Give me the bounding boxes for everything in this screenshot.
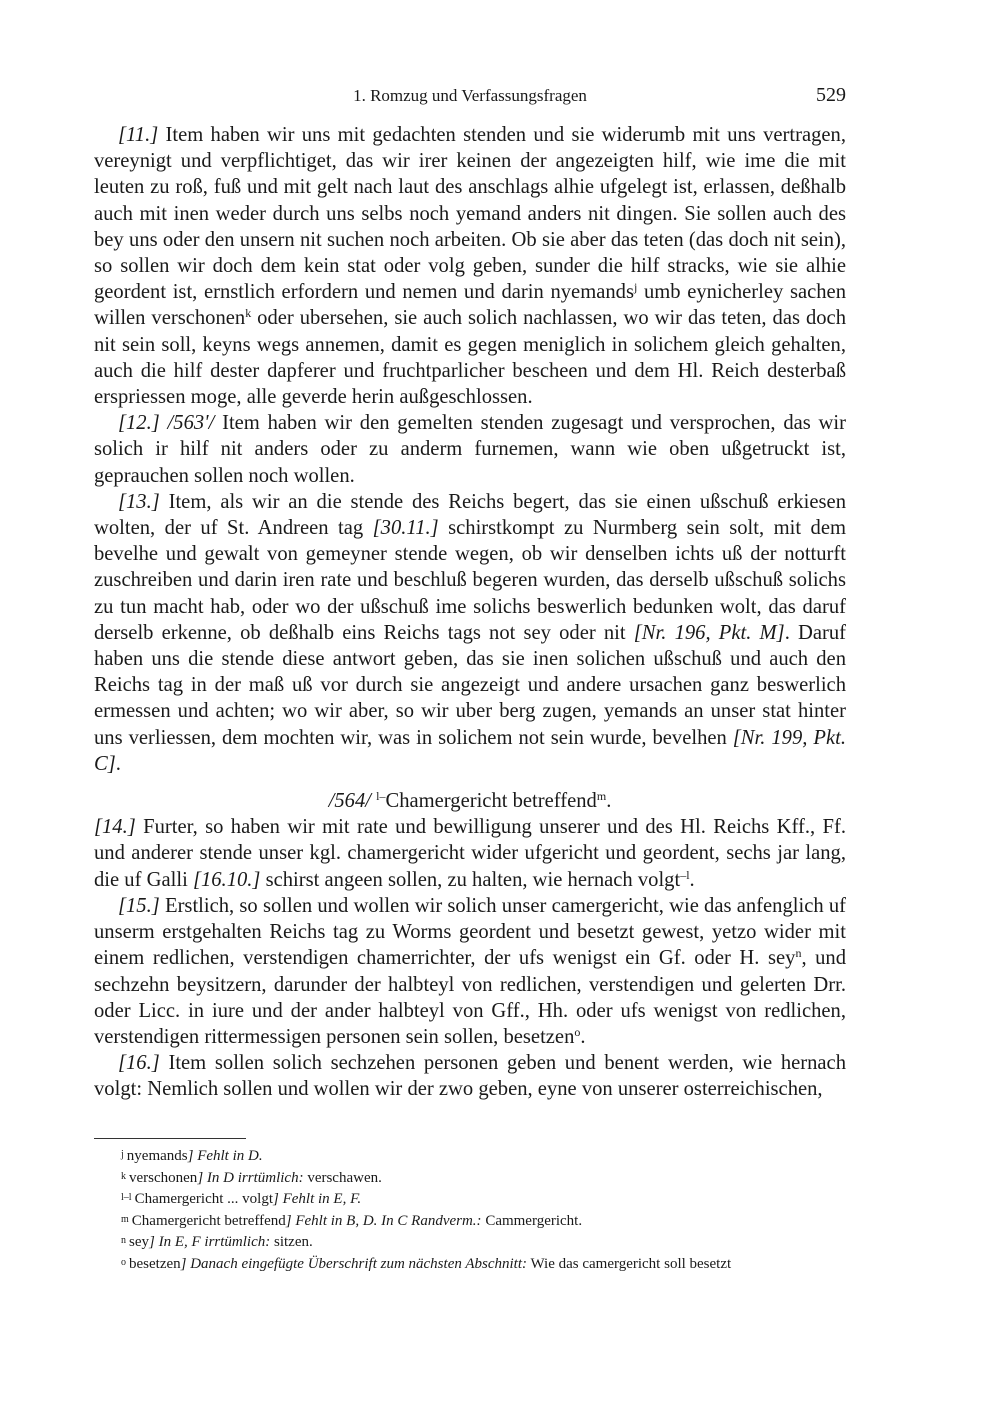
footnote-ref: m: [596, 789, 607, 804]
paragraph-11: [94, 122, 846, 410]
footnote: [94, 1231, 846, 1253]
paragraph-text: Item haben wir uns mit gedachten stenden und sie widerumb mit uns vertragen, vereynigt und verpflichtiget, das wir irer keinen der angezeigten hilf, wie ime die mit leuten zu roß, fuß und mit gelt nach laut des anschlags alhie ufgelegt ist, erlassen, deßhalb auch mit inen weder durch uns selbs noch yemand anders nit dingen. Sie sollen auch des bey uns oder den unsern nit suchen noch arbeiten. Ob sie aber das teten (das doch nit sein), so sollen wir doch dem kein stat oder volg geben, sunder die hilf stracks, wie sie alhie geordent ist, ernstlich erfordern und nemen und darin nyemands: [94, 124, 846, 304]
page-number: 529: [816, 84, 846, 106]
footnote: [94, 1210, 846, 1232]
section-heading: [94, 788, 846, 814]
footnote-ref: o: [574, 1024, 581, 1039]
footnote-mark: k: [121, 1170, 126, 1182]
footnote-ref: j: [633, 280, 638, 295]
footnote-mark: l–l: [121, 1192, 132, 1203]
footnote-mark: m: [121, 1213, 129, 1225]
paragraph-number: [14.]: [94, 816, 136, 839]
footnote-comment: ] Fehlt in B, D. In C Randverm.:: [285, 1212, 482, 1229]
paragraph-text: Item, als wir an die stende des Reichs begert, das sie einen ußschuß erkiesen wolten, der uf St. Andreen tag: [94, 490, 846, 540]
footnote-text: verschawen.: [303, 1169, 382, 1186]
footnote-ref: l–: [376, 789, 386, 804]
paragraph-13: [94, 489, 846, 777]
paragraph-text: , und sechzehn beysitzern, darunder der halbteyl von redlichen, verstendigen und gelerten Drr. oder Licc. in iure und der ander halbteyl von Gff., Hh. oder ufs wenigst von redlichen, verstendigen rittermessigen personen sein sollen, besetzen: [94, 947, 847, 1048]
footnote-lemma: Chamergericht betreffend: [131, 1212, 286, 1229]
paragraph-text: oder ubersehen, sie auch solich nachlassen, wo wir das teten, das doch nit sein soll, keyns wegs annemen, damit es gegen meniglich in solichem gleich gehalten, auch die hilf dester dapferer und fruchtparlicher bescheen und dem Hl. Reich desterbaß erspriessen moge, alle geverde herin außgeschlossen.: [94, 307, 846, 409]
paragraph-text: .: [115, 752, 121, 775]
paragraph-text: Furter, so haben wir mit rate und bewilligung unserer und des Hl. Reichs Kff., Ff. und anderer stende unser kgl. chamergericht wider ufgericht und geordent, sechs jar lang, die uf Galli: [94, 816, 846, 891]
paragraph-14: [94, 814, 846, 893]
footnote-lemma: nyemands: [126, 1148, 188, 1164]
footnote-comment: ] Fehlt in D.: [187, 1148, 263, 1164]
running-title: 1. Romzug und Verfassungsfragen: [353, 86, 587, 105]
paragraph-text: . Daruf haben uns die stende diese antwort geben, das sie inen solichen ußschuß und auch den Reichs tag in der maß uß vor durch sie angezeigt und andere ursachen ganz beswerlich ermessen und achten; wo wir aber, so wir uber berg zugen, yemands an unser stat hinter uns verliessen, dem mochten wir, was in solichem not sein wurde, bevelhen: [94, 621, 847, 749]
paragraph-text: .: [689, 868, 695, 891]
heading-end: .: [606, 790, 612, 813]
footnote-comment: ] Fehlt in E, F.: [273, 1191, 362, 1207]
footnote-mark: o: [121, 1256, 126, 1268]
footnote-ref: k: [245, 306, 252, 321]
footnote-lemma: sey: [129, 1234, 149, 1250]
page-marker: /564/: [328, 790, 371, 813]
footnote-lemma: besetzen: [129, 1255, 181, 1272]
footnote-text: Cammergericht.: [481, 1212, 583, 1229]
footnote-lemma: verschonen: [129, 1169, 198, 1186]
footnote-text: Wie das camergericht soll besetzt: [526, 1255, 732, 1272]
paragraph-text: Item haben wir den gemelten stenden zugesagt und versprochen, das wir solich ir hilf nit anders oder zu anderm furnemen, wann wie oben ußgetruckt ist, geprauchen sollen noch wollen.: [94, 412, 846, 487]
paragraph-15: [94, 893, 846, 1050]
footnote-lemma: Chamergericht ... volgt: [134, 1191, 274, 1207]
footnote-ref: –l: [680, 867, 690, 882]
page-marker: /563'/: [159, 412, 215, 435]
editorial-date: [16.10.]: [192, 868, 261, 891]
paragraph-text: umb eynicherley sachen willen verschonen: [94, 281, 846, 330]
footnote: [94, 1167, 846, 1189]
paragraph-number: [13.]: [118, 490, 160, 513]
paragraph-number: [11.]: [118, 124, 159, 146]
paragraph-text: .: [580, 1025, 586, 1048]
paragraph-text: Item sollen solich sechzehen personen geben und benent werden, wie hernach volgt: Nemlich sollen und wollen wir der zwo geben, eyne von unserer osterreichischen,: [94, 1052, 846, 1101]
page-header: [94, 84, 846, 110]
paragraph-text: schirst angeen sollen, zu halten, wie hernach volgt: [260, 868, 681, 891]
footnote-mark: n: [121, 1235, 126, 1246]
heading-text: Chamergericht betreffend: [385, 790, 597, 813]
paragraph-number: [15.]: [118, 894, 160, 917]
paragraph-16: [94, 1050, 846, 1102]
footnote: [94, 1145, 846, 1167]
paragraph-number: [16.]: [118, 1052, 160, 1075]
paragraph-text: Erstlich, so sollen und wollen wir solich unser camergericht, wie das anfenglich uf unserm erstgehalten Reichs tag zu Worms geordent und besetzt gewest, yetzo wider mit einem redlichen, verstendigen chamerrichter, der ufs wenigst ein Gf. oder H. sey: [94, 894, 846, 970]
footnote-text: sitzen.: [270, 1234, 313, 1250]
footnote: [94, 1188, 846, 1210]
main-text: [94, 122, 846, 1103]
editorial-date: [30.11.]: [372, 517, 439, 540]
footnote-ref: n: [795, 946, 802, 961]
footnote-comment: ] In D irrtümlich:: [197, 1169, 304, 1186]
footnote-divider: [94, 1138, 246, 1139]
footnote-mark: j: [121, 1149, 124, 1160]
footnote-comment: ] In E, F irrtümlich:: [149, 1234, 271, 1250]
editorial-reference: [Nr. 196, Pkt. M]: [633, 621, 785, 644]
editorial-reference: [Nr. 199, Pkt. C]: [94, 726, 846, 775]
footnotes: [94, 1145, 846, 1274]
paragraph-text: schirstkompt zu Nurmberg sein solt, mit dem bevelhe und gewalt von gemeyner stende wegen, ob wir denselben ichts uß der notturft zuschreiben und darin iren rate und beschluß begeren wurden, das derselb ußschuß solichs zu tun macht hab, oder wo der ußschuß ime solichs beswerlich bedunken wolt, das daruf derselb erkenne, ob deßhalb eins Reichs tags not sey oder nit: [94, 517, 846, 644]
footnote-comment: ] Danach eingefügte Überschrift zum nächsten Abschnitt:: [180, 1255, 527, 1272]
footnote: [94, 1253, 846, 1275]
paragraph-number: [12.]: [118, 412, 160, 435]
paragraph-12: [94, 410, 846, 489]
